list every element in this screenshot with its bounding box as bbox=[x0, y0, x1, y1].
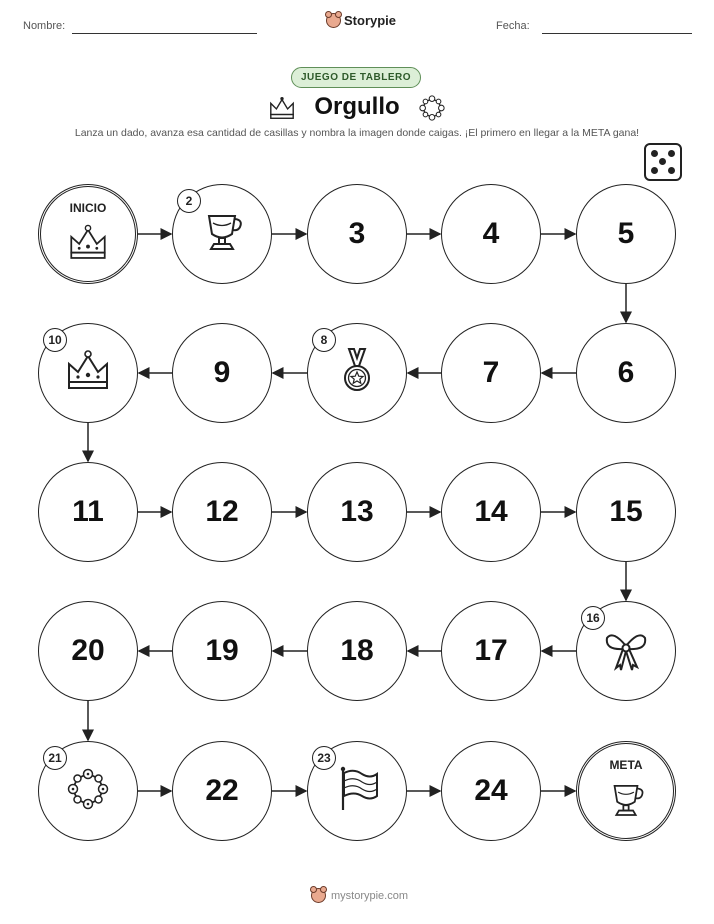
space-number: 7 bbox=[482, 356, 500, 389]
board-space-6 bbox=[576, 323, 676, 423]
name-label: Nombre: bbox=[23, 20, 66, 32]
space-number-tag: 2 bbox=[177, 189, 201, 213]
board-space-23 bbox=[307, 741, 407, 841]
board-space-10 bbox=[38, 323, 138, 423]
footer-site: mystorypie.com bbox=[331, 889, 409, 902]
space-number: 4 bbox=[482, 217, 500, 250]
space-number: 24 bbox=[474, 774, 508, 807]
space-number: 22 bbox=[205, 774, 239, 807]
board-space-15 bbox=[576, 462, 676, 562]
board-space-9 bbox=[172, 323, 272, 423]
space-number: 19 bbox=[205, 634, 239, 667]
board-space-18 bbox=[307, 601, 407, 701]
flower-wreath-icon bbox=[63, 764, 113, 819]
board-space-22 bbox=[172, 741, 272, 841]
space-number-tag: 16 bbox=[581, 606, 605, 630]
board-space-14 bbox=[441, 462, 541, 562]
instructions: Lanza un dado, avanza esa cantidad de casillas y nombra la imagen donde caigas. ¡El primero en llegar a la META gana! bbox=[74, 127, 640, 139]
brand-name: Storypie bbox=[344, 13, 397, 28]
space-number: 14 bbox=[474, 495, 508, 528]
board-space-21 bbox=[38, 741, 138, 841]
board-space-5 bbox=[576, 184, 676, 284]
board-space-2 bbox=[172, 184, 272, 284]
flag-icon bbox=[332, 764, 382, 819]
board-space-11 bbox=[38, 462, 138, 562]
space-number: 18 bbox=[340, 634, 374, 667]
board-space-20 bbox=[38, 601, 138, 701]
space-number: 17 bbox=[474, 634, 508, 667]
finish-space bbox=[576, 741, 676, 841]
bear-logo-icon bbox=[311, 888, 326, 903]
board-space-19 bbox=[172, 601, 272, 701]
space-number-tag: 23 bbox=[312, 746, 336, 770]
board-space-3 bbox=[307, 184, 407, 284]
board-space-13 bbox=[307, 462, 407, 562]
board-space-4 bbox=[441, 184, 541, 284]
space-number: 5 bbox=[617, 217, 635, 250]
space-number: 12 bbox=[205, 495, 239, 528]
space-label: META bbox=[609, 758, 643, 772]
space-number-tag: 10 bbox=[43, 328, 67, 352]
space-number: 11 bbox=[72, 495, 104, 528]
crown-icon bbox=[63, 346, 113, 401]
board-space-17 bbox=[441, 601, 541, 701]
date-label: Fecha: bbox=[496, 20, 530, 32]
game-type-badge: JUEGO DE TABLERO bbox=[291, 67, 421, 88]
space-number: 3 bbox=[348, 217, 366, 250]
space-number: 15 bbox=[609, 495, 643, 528]
board-space-7 bbox=[441, 323, 541, 423]
space-label: INICIO bbox=[69, 201, 107, 215]
space-number-tag: 8 bbox=[312, 328, 336, 352]
board-space-12 bbox=[172, 462, 272, 562]
space-number: 20 bbox=[71, 634, 105, 667]
trophy-cup-icon bbox=[197, 207, 247, 262]
start-space bbox=[38, 184, 138, 284]
space-number: 6 bbox=[617, 356, 635, 389]
footer bbox=[311, 888, 408, 903]
medal-icon bbox=[332, 346, 382, 401]
space-number: 13 bbox=[340, 495, 374, 528]
page-title: Orgullo bbox=[314, 93, 400, 120]
space-number-tag: 21 bbox=[43, 746, 67, 770]
bow-icon bbox=[601, 624, 651, 679]
board-space-16 bbox=[576, 601, 676, 701]
board-space-8 bbox=[307, 323, 407, 423]
board-space-24 bbox=[441, 741, 541, 841]
space-number: 9 bbox=[213, 356, 231, 389]
